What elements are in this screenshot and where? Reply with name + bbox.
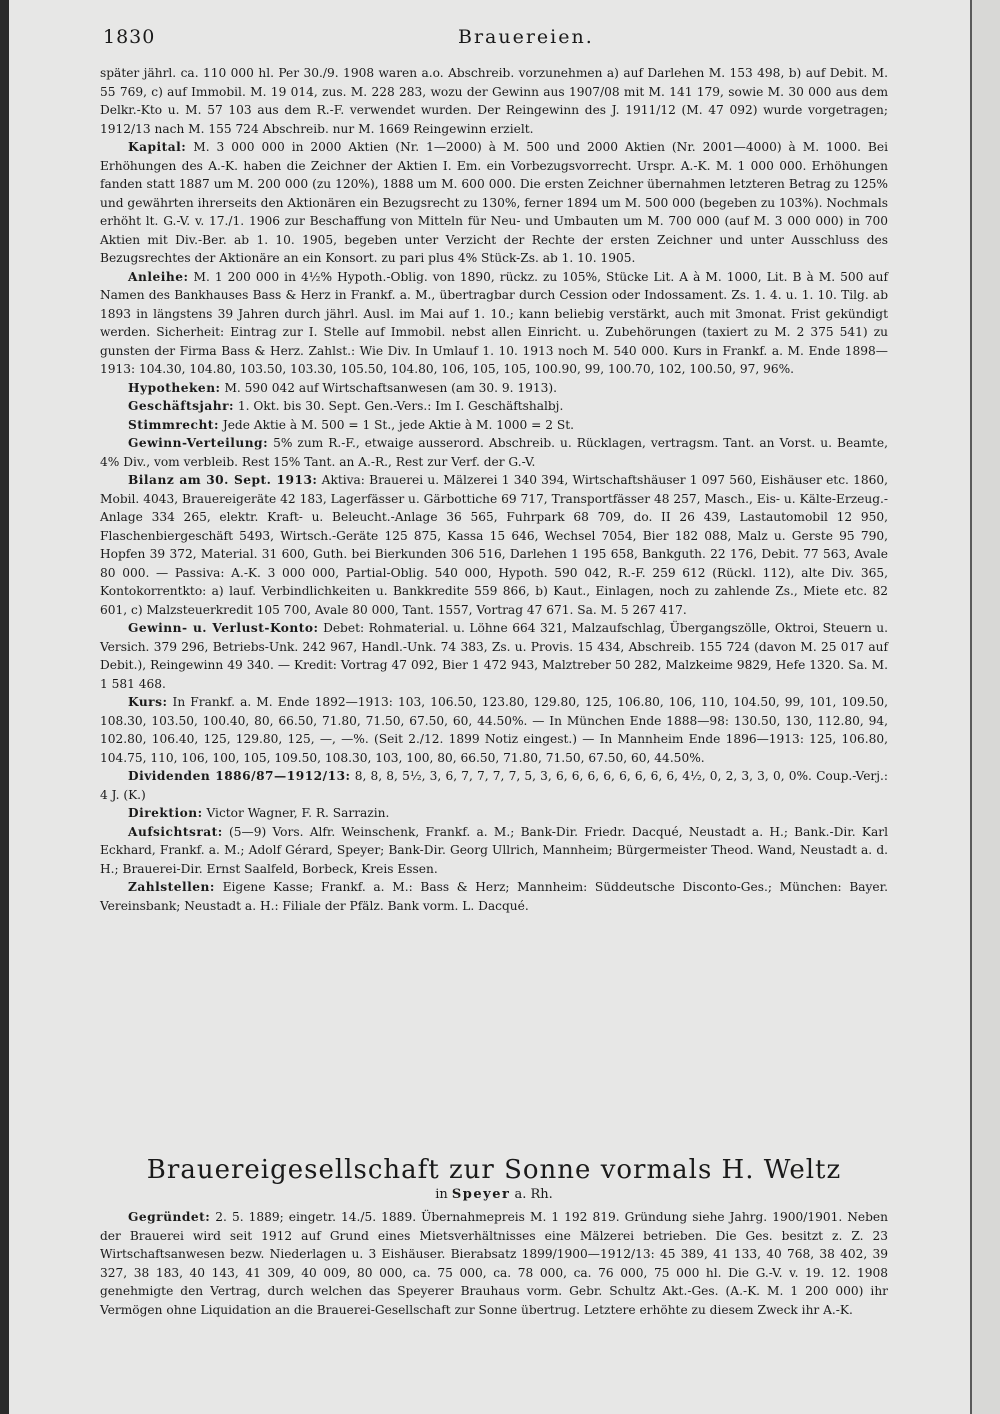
keyword-label: Stimmrecht: — [128, 417, 219, 432]
keyword-label: Gewinn-Verteilung: — [128, 436, 269, 450]
keyword-label: Direktion: — [128, 806, 203, 820]
paragraph-dividenden — [100, 767, 888, 804]
subtitle-prefix: in — [435, 1187, 448, 1202]
paragraph-text: 2. 5. 1889; eingetr. 14./5. 1889. Übernahmepreis M. 1 192 819. Gründung siehe Jahrg. 1900/1901. Neben der Brauerei wird seit 1912 auf Grund eines Mietsverhältnisses eine Mälzerei betrieben. Die Ges. besitzt z. Z. 23 Wirtschaftsanwesen bezw. Niederlagen u. 3 Eishäuser. Bierabsatz 1899/1900—1912/13: 45 389, 41 133, 40 768, 38 402, 39 327, 38 183, 40 143, 41 309, 40 009, 80 000, ca. 75 000, ca. 78 000, ca. 76 000, 75 000 hl. Die G.-V. v. 19. 12. 1908 genehmigte den Vertrag, durch welchen das Speyerer Brauhaus vorm. Gebr. Schultz Akt.-Ges. (A.-K. M. 1 200 000) ihr Vermögen ohne Liquidation an die Brauerei-Gesellschaft zur Sonne übertrug. Letztere erhöhte zu diesem Zweck ihr A.-K. — [100, 1210, 888, 1317]
page-header — [103, 26, 883, 54]
paragraph-text: später jährl. ca. 110 000 hl. Per 30./9. 1908 waren a.o. Abschreib. vorzunehmen a) auf Darlehen M. 153 498, b) auf Debit. M. 55 769, c) auf Immobil. M. 19 014, zus. M. 228 283, wozu der Gewinn aus 1907/08 mit M. 141 179, sowie M. 30 000 aus dem Delkr.-Kto u. M. 57 103 aus dem R.-F. verwendet wurden. Der Reingewinn des J. 1911/12 (M. 47 092) wurde vorgetragen; 1912/13 nach M. 155 724 Abschreib. nur M. 1669 Reingewinn erzielt. — [100, 66, 888, 136]
paragraph-text: Debet: Rohmaterial. u. Löhne 664 321, Malzaufschlag, Übergangszölle, Oktroi, Steuern u. Versich. 379 296, Betriebs-Unk. 242 967, Handl.-Unk. 74 383, Zs. u. Provis. 15 434, Abschreib. 155 724 (davon M. 25 017 auf Debit.), Reingewinn 49 340. — Kredit: Vortrag 47 092, Bier 1 472 943, Malztreber 50 282, Malzkeime 9829, Hefe 1320. Sa. M. 1 581 468. — [100, 621, 889, 691]
paragraph-text: 1. Okt. bis 30. Sept. Gen.-Vers.: Im I. Geschäftshalbj. — [237, 399, 564, 413]
paragraph-anleihe — [100, 268, 888, 379]
paragraph-geschaeftsjahr — [100, 397, 888, 416]
keyword-label: Dividenden 1886/87—1912/13: — [128, 769, 351, 783]
paragraph-text: Victor Wagner, F. R. Sarrazin. — [206, 806, 390, 820]
paragraph-text: Eigene Kasse; Frankf. a. M.: Bass & Herz; Mannheim: Süddeutsche Disconto-Ges.; München: Bayer. Vereinsbank; Neustadt a. H.: Filiale der Pfälz. Bank vorm. L. Dacqué. — [100, 880, 889, 913]
paragraph-text: Jede Aktie à M. 500 = 1 St., jede Aktie à M. 1000 = 2 St. — [222, 417, 574, 432]
keyword-label: Bilanz am 30. Sept. 1913: — [128, 473, 318, 487]
paragraph-gewinn-verlust — [100, 619, 888, 693]
keyword-label: Kapital: — [128, 140, 187, 154]
section-subtitle — [100, 1186, 888, 1204]
paragraph-text: Aktiva: Brauerei u. Mälzerei 1 340 394, Wirtschaftshäuser 1 097 560, Eishäuser etc. 1860, Mobil. 4043, Brauereigeräte 42 183, Lagerfässer u. Gärbottiche 69 717, Transportfässer 48 257, Masch., Eis- u. Kälte-Erzeug.-Anlage 334 265, elektr. Kraft- u. Beleucht.-Anlage 36 565, Fuhrpark 68 709, do. II 26 439, Lastautomobil 12 950, Flaschenbiergeschäft 5493, Wirtsch.-Geräte 125 875, Kassa 15 646, Wechsel 7054, Bier 182 088, Malz u. Gerste 95 790, Hopfen 39 372, Material. 31 600, Guth. bei Bierkunden 306 516, Darlehen 1 195 658, Bankguth. 22 176, Debit. 77 563, Avale 80 000. — Passiva: A.-K. 3 000 000, Partial-Oblig. 540 000, Hypoth. 590 042, R.-F. 259 612 (Rückl. 112), alte Div. 365, Kontokorrentkto: a) lauf. Verbindlichkeiten u. Bankkredite 559 866, b) Kaut., Einlagen, noch zu zahlende Zs., Miete etc. 82 601, c) Malzsteuerkredit 105 700, Avale 80 000, Tant. 1557, Vortrag 47 671. Sa. M. 5 267 417. — [100, 473, 889, 617]
paragraph-gewinn-verteilung — [100, 434, 888, 471]
paragraph-text: M. 590 042 auf Wirtschaftsanwesen (am 30. 9. 1913). — [224, 380, 558, 395]
subtitle-city: Speyer — [451, 1187, 511, 1202]
section-title: Brauereigesellschaft zur Sonne vormals H. Weltz — [146, 1155, 842, 1185]
right-page-edge — [970, 0, 1000, 1414]
keyword-label: Zahlstellen: — [128, 880, 215, 894]
keyword-label: Anleihe: — [128, 269, 189, 284]
running-title: Brauereien. — [458, 26, 594, 48]
keyword-label: Gegründet: — [128, 1210, 211, 1224]
keyword-label: Hypotheken: — [128, 380, 221, 395]
left-page-edge — [0, 0, 9, 1414]
paragraph-gegruendet — [100, 1208, 888, 1319]
keyword-label: Kurs: — [128, 695, 168, 709]
keyword-label: Aufsichtsrat: — [128, 824, 223, 839]
paragraph-text: M. 1 200 000 in 4½% Hypoth.-Oblig. von 1890, rückz. zu 105%, Stücke Lit. A à M. 1000, Lit. B à M. 500 auf Namen des Bankhauses Bass & Herz in Frankf. a. M., übertragbar durch Cession oder Indossament. Zs. 1. 4. u. 1. 10. Tilg. ab 1893 in längstens 39 Jahren durch jährl. Ausl. im Mai auf 1. 10.; kann beliebig verstärkt, auch mit 3monat. Frist gekündigt werden. Sicherheit: Eintrag zur I. Stelle auf Immobil. nebst allen Einricht. u. Zubehörungen (taxiert zu M. 2 375 541) zu gunsten der Firma Bass & Herz. Zahlst.: Wie Div. In Umlauf 1. 10. 1913 noch M. 540 000. Kurs in Frankf. a. M. Ende 1898—1913: 104.30, 104.80, 103.50, 103.30, 105.50, 104.80, 106, 105, 105, 100.90, 99, 100.70, 102, 100.50, 97, 96%. — [100, 269, 888, 376]
paragraph-bilanz — [100, 471, 888, 619]
keyword-label: Geschäftsjahr: — [128, 399, 235, 413]
subtitle-suffix: a. Rh. — [514, 1187, 553, 1202]
paragraph-text: M. 3 000 000 in 2000 Aktien (Nr. 1—2000) à M. 500 und 2000 Aktien (Nr. 2001—4000) à M. 1000. Bei Erhöhungen des A.-K. haben die Zeichner der Aktien I. Em. ein Vorbezugsvorrecht. Urspr. A.-K. M. 1 000 000. Erhöhungen fanden statt 1887 um M. 200 000 (zu 120%), 1888 um M. 600 000. Die ersten Zeichner übernahmen letzteren Betrag zu 125% und gewährten ihrerseits den Aktionären ein Bezugsrecht zu 130%, ferner 1894 um M. 500 000 (begeben zu 103%). Nochmals erhöht lt. G.-V. v. 17./1. 1906 zur Beschaffung von Mitteln für Neu- und Umbauten um M. 700 000 (auf M. 3 000 000) in 700 Aktien mit Div.-Ber. ab 1. 10. 1905, begeben unter Verzicht der Rechte der ersten Zeichner und unter Ausschluss des Bezugsrechtes der Aktionäre an ein Konsort. zu pari plus 4% Stück-Zs. ab 1. 10. 1905. — [100, 140, 888, 265]
paragraph-zahlstellen — [100, 878, 888, 915]
paragraph-stimmrecht — [100, 416, 888, 435]
page-number: 1830 — [103, 26, 156, 48]
paragraph-kapital — [100, 138, 888, 268]
paragraph-intro — [100, 64, 888, 138]
paragraph-text: In Frankf. a. M. Ende 1892—1913: 103, 106.50, 123.80, 129.80, 125, 106.80, 106, 110, 104.50, 99, 101, 109.50, 108.30, 103.50, 100.40, 80, 66.50, 71.80, 71.50, 67.50, 60, 44.50%. — In München Ende 1888—98: 130.50, 130, 112.80, 94, 102.80, 106.40, 125, 129.80, 125, —, —%. (Seit 2./12. 1899 Notiz eingest.) — In Mannheim Ende 1896—1913: 125, 106.80, 104.75, 110, 106, 100, 105, 109.50, 108.30, 103, 100, 80, 66.50, 71.80, 71.50, 67.50, 60, 44.50%. — [100, 695, 888, 765]
paragraph-text: (5—9) Vors. Alfr. Weinschenk, Frankf. a. M.; Bank-Dir. Friedr. Dacqué, Neustadt a. H.; Bank.-Dir. Karl Eckhard, Frankf. a. M.; Adolf Gérard, Speyer; Bank-Dir. Georg Ullrich, Mannheim; Bürgermeister Theod. Wand, Neustadt a. d. H.; Brauerei-Dir. Ernst Saalfeld, Borbeck, Kreis Essen. — [100, 824, 888, 876]
paragraph-text: 5% zum R.-F., etwaige ausserord. Abschreib. u. Rücklagen, vertragsm. Tant. an Vorst. u. Beamte, 4% Div., vom verbleib. Rest 15% Tant. an A.-R., Rest zur Verf. der G.-V. — [100, 436, 888, 469]
paragraph-kurs — [100, 693, 888, 767]
paragraph-text: 8, 8, 8, 5½, 3, 6, 7, 7, 7, 7, 5, 3, 6, 6, 6, 6, 6, 6, 6, 6, 4½, 0, 2, 3, 3, 0, 0%. Coup.-Verj.: 4 J. (K.) — [100, 769, 888, 802]
section-text-block — [100, 1208, 888, 1319]
paragraph-direktion — [100, 804, 888, 823]
paragraph-aufsichtsrat — [100, 823, 888, 879]
main-text-block — [100, 64, 888, 915]
keyword-label: Gewinn- u. Verlust-Konto: — [128, 621, 319, 635]
paragraph-hypotheken — [100, 379, 888, 398]
